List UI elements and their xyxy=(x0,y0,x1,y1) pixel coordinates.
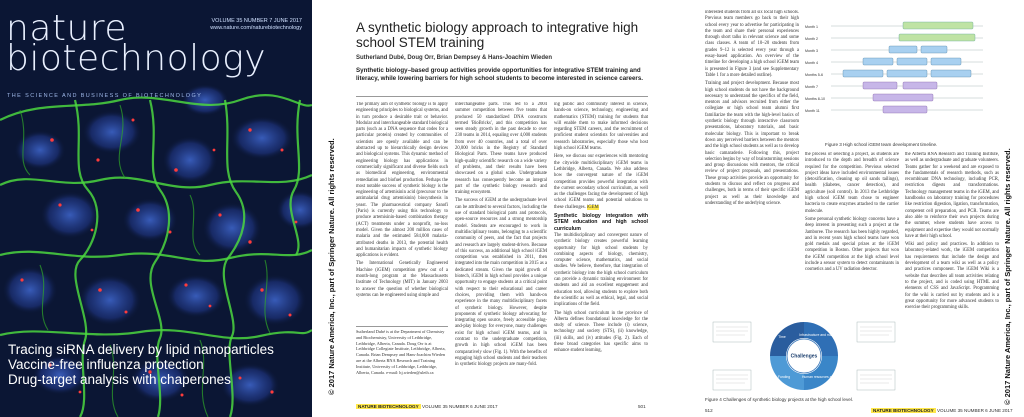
article-title: A synthetic biology approach to integrative high school STEM training xyxy=(356,20,639,50)
paragraph: the process of selecting a project, as students are introduced to the depth and breadth of science required for the competition. Previous selected project ideas have included environmental issues (detoxification, cleaning up oil sands tailings), health (diabetes, cancer detection), and agriculture (soil control). In 2013 the Lethbridge high school iGEM team chose to engineer bacteria to create enzymes attached to the carrier molecule. xyxy=(805,152,899,214)
paragraph: Some personal synthetic biology concerns have a deep interest in presenting such a project at the Jamboree. The research has been highly regarded, and in recent years high school teams have won gold medals and special prizes at the iGEM competition in Boston. Other projects that won the iGEM competition at the high school level include a sensor system to detect contaminants in cosmetics and a UV radiation detector. xyxy=(805,216,899,273)
text-column-a xyxy=(705,10,799,220)
paragraph: interchangeable parts. This led to a 2004 summer competition between five teams that produced 50 standardized DNA constructs termed 'BioBricks', and this competition has seen steady growth in the past decade to over 230 teams in 2014, equaling over 4,000 students from over 40 countries, and a total of over 20,000 bricks in the Registry of Standard Biological Parts. These teams have produced high-quality scientific research on a wide variety of problems, and their results have been showcased on a global scale. Undergraduate research has consequently become an integral part of the synthetic biology research and training ecosystem. xyxy=(455,102,547,196)
cover-headline: Drug-target analysis with chaperones xyxy=(8,372,231,387)
figure-4-caption: Figure 4 Challenges of synthetic biology projects at the high school level. xyxy=(705,397,854,402)
page-number: 501 xyxy=(638,404,646,409)
text-column-b xyxy=(805,152,899,322)
fig3-label: Month 4 xyxy=(805,61,818,65)
text-column-c xyxy=(905,152,999,400)
cover-title-line2: biotechnology xyxy=(6,38,267,79)
wheel-label: Time xyxy=(778,335,786,339)
paragraph: Wiki and policy and practices. In addition to laboratory-related work, the iGEM competition has requirements that include the design and development of a team wiki as well as a policy and practices component. The iGEM Wiki is a website that describes all team activities relating to the project, and is coded using HTML and elements of CSS and JavaScript. Programming for the wiki is carried out by students and is a great opportunity for more advanced students to exercise their programming skills. xyxy=(905,242,999,311)
figure-4-challenges-wheel xyxy=(709,318,899,396)
figure-3-timeline xyxy=(803,18,993,138)
paragraph: interested students from all six local high schools. Previous team members go back to their high school every year to advertise for participating in the team and share their personal experiences through short talks in relevant science and some class classes. A team of 10–20 students from grades 9–12 is selected every year through a essay-based application. An overview of the timeline for developing a high school iGEM team is presented in Figure 3 (and see Supplementary Table 1 for a more detailed outline). xyxy=(705,10,799,78)
highlighted-word: iGEM xyxy=(586,204,599,210)
page-number: 512 xyxy=(705,408,713,413)
paragraph: The multidisciplinary and convergent nature of synthetic biology creates powerful learning opportunity for high school students by combining aspects of biology, chemistry, computer science, mathematics, and social studies. We believe, therefore, that integration of synthetic biology into the high school curriculum can provide a dynamic training environment for students and aid an excellent engagement and education tool, allowing students to explore both the scientific as well as ethical, legal, and social implications of the field. xyxy=(554,232,648,308)
fig3-label: Month 1 xyxy=(805,25,818,29)
paragraph: The success of iGEM at the undergraduate level can be attributed to several factors, including the use of standard biological parts and protocols, open-source resources and a strong mentorship model. Students are encouraged to work in multidisciplinary teams, belonging to a scientific community of peers, and the fact that projects and research are largely student-driven. Because of this success, an additional high school iGEM competition was established in 2011, then integrated into the main competition in 2015 as a dedicated stream. Given the rapid growth of biotech, iGEM in high school provides a unique opportunity to engage students at a critical point with respect to their educational and career choices, providing them with hands-on experience in the many multidisciplinary facets of synthetic biology. However, despite proponents of synthetic biology advocating for integrating open source, freely accessible plug-and-play biology for everyone, many challenges exist for high school iGEM teams, and in contrast to the undergraduate competition, growth in high school iGEM has been comparatively slow (Fig. 1). With the benefits of engaging high school students and their teachers in synthetic biology projects are many-fold. xyxy=(455,198,547,368)
fig3-label: Month 2 xyxy=(805,37,818,41)
text-column-1 xyxy=(356,102,448,322)
paragraph: Training and project development. Because most high school students do not have the background necessary to understand the specifics of the field, mentors and advisors recruited from either the collegiate or high school team alumni first familiarize the team with the high-level basics of synthetic biology through interactive classroom presentations, laboratory tutorials, and basic molecular biology. This is important to break down any perceived barriers between the mentors and the high school students as well as to develop basic camaraderie. Following this, project selection begins by way of brainstorming sessions and group discussions with mentors, the critical review of project proposals, and presentations. These group activities provide an opportunity for students to discuss and reflect on progress and challenges, both in terms of their specific iGEM project as well as their knowledge and understanding of the underlying science. xyxy=(705,81,799,206)
article-second-page xyxy=(663,0,1024,417)
fig3-label: Month 7 xyxy=(805,85,818,89)
copyright-vertical: © 2017 Nature America, Inc., part of Springer Nature. All rights reserved. xyxy=(327,138,336,395)
fig3-label: Month 3 xyxy=(805,49,818,53)
paragraph: ing public and community interest in science, hands-on science, technology, engineering and mathematics (STEM) training for students that will enable them to make informed decisions regarding STEM careers, and the recruitment of proficient student scientists for universities and research laboratories, especially those who host high school iGEM teams. xyxy=(554,102,648,152)
footer-volume: VOLUME 35 NUMBER 6 JUNE 2017 xyxy=(936,408,1013,413)
cover-issue-line: VOLUME 35 NUMBER 7 JUNE 2017 xyxy=(211,18,302,24)
page-footer xyxy=(356,404,498,409)
wheel-label: Infrastructure and materials xyxy=(799,333,841,337)
wheel-label: Funding xyxy=(777,375,791,379)
cover-title-line1: nature xyxy=(6,8,127,49)
cover-headline: Vaccine-free influenza protection xyxy=(8,357,204,372)
copyright-vertical: © 2017 Nature America, Inc., part of Springer Nature. All rights reserved. xyxy=(1003,148,1012,405)
wheel-label: Human resources and expertise xyxy=(801,375,851,379)
article-abstract: Synthetic biology–based group activities provide opportunities for integrative STEM training and literacy, while lowering barriers for high school students to become interested in science careers. xyxy=(356,67,644,82)
wheel-center-label: Challenges xyxy=(790,353,818,360)
paragraph: the Alberta RNA Research and Training Institute, as well as undergraduate and graduate volunteers. Teams gather for a weekend and are exposed to the fundamentals of research methods, such as recombinant DNA technology, including PCR, restriction digests and transformations. Technology management teams in the iGEM, and handbooks on laboratory training for procedures like restriction digestion, ligation, transformation, competent cell preparation, and PCR. Teams are also able to reinforce their own projects during the summer, where students have access to equipment and expertise they would not normally have at their high school. xyxy=(905,152,999,239)
text-column-2 xyxy=(455,102,547,398)
article-authors: Sutherland Dubé, Doug Orr, Brian Dempsey & Hans-Joachim Wieden xyxy=(356,55,552,61)
paragraph: Here, we discuss our experiences with mentoring the citywide multidisciplinary iGEM teams in Lethbridge, Alberta, Canada. We also address how the convergent nature of the iGEM competition provides powerful integration with the current secondary school curriculum, as well as the challenges facing the development of high school iGEM teams and potential solutions to these challenges. iGEM xyxy=(554,154,648,210)
footer-journal: NATURE BIOTECHNOLOGY xyxy=(358,404,419,409)
divider xyxy=(356,96,648,97)
cover-headlines xyxy=(8,342,274,387)
fig3-label: Month 11 xyxy=(805,109,820,113)
journal-cover xyxy=(0,0,312,417)
figure-3-caption: Figure 3 High school iGEM team development timeline. xyxy=(825,142,938,147)
page-footer xyxy=(871,408,1013,413)
footer-journal: NATURE BIOTECHNOLOGY xyxy=(873,408,934,413)
paragraph: The primary aim of synthetic biology is to apply engineering principles to biological systems, and in turn produce a desirable trait or behavior. Modular and interchangeable standard biological parts (such as a DNA sequence that codes for a particular protein) created by communities of scientists are openly available and can be abstracted up to hierarchically design devices and biological systems. This dynamic method of engineering biology has applications in commercially significant and diverse fields such as biomedical engineering, environmental remediation and biofuel production. Perhaps the most notable success of synthetic biology is the engineering of artemisinin acid (precursor to the antimalarial drug artemisinin) biosynthesis in yeast. The pharmaceutical company Sanofi (Paris) is currently using this technology to produce artemisinin-based combination therapy (ACT) treatments under a nonprofit, no-loss model. Given the almost 200 million cases of malaria and the estimated 584,000 malaria-attributed deaths in 2013, the potential health and humanitarian impacts of synthetic biology applications is evident. xyxy=(356,102,448,259)
section-heading: Synthetic biology integration with STEM education and high school curriculum xyxy=(554,213,648,232)
cover-headline: Tracing siRNA delivery by lipid nanoparticles xyxy=(8,342,274,357)
cover-url: www.nature.com/naturebiotechnology xyxy=(210,25,302,31)
article-first-page xyxy=(322,0,660,417)
cover-tagline: THE SCIENCE AND BUSINESS OF BIOTECHNOLOGY xyxy=(7,93,203,99)
fig3-label: Months 8-10 xyxy=(805,97,825,101)
author-affiliations: Sutherland Dubé is at the Department of Chemistry and Biochemistry, University of Lethbridge, Lethbridge, Alberta, Canada. Doug Orr is at Lethbridge Collegiate Institute, Lethbridge, Alberta, Canada. Brian Dempsey and Hans-Joachim Wieden are at the Alberta RNA Research and Training Institute, University of Lethbridge, Lethbridge, Alberta, Canada. e-mail: hj.wieden@uleth.ca xyxy=(356,326,448,375)
paragraph: The high school curriculum in the province of Alberta defines foundational knowledge for the study of science. These include (i) science, technology and society (STS), (ii) knowledge, (iii) skills, and (iv) attitudes (Fig. 2). Each of these broad categories has specific aims to enhance student learning, xyxy=(554,310,648,354)
fig3-label: Months 5-6 xyxy=(805,73,823,77)
footer-volume: VOLUME 35 NUMBER 6 JUNE 2017 xyxy=(421,404,498,409)
cover-issue-info xyxy=(204,18,302,32)
text-column-3 xyxy=(554,102,648,398)
paragraph: The International Genetically Engineered Machine (iGEM) competition grew out of a month-long program at the Massachusetts Institute of Technology (MIT) in January 2003 to answer the question of whether biological systems can be engineered using simple and xyxy=(356,261,448,298)
